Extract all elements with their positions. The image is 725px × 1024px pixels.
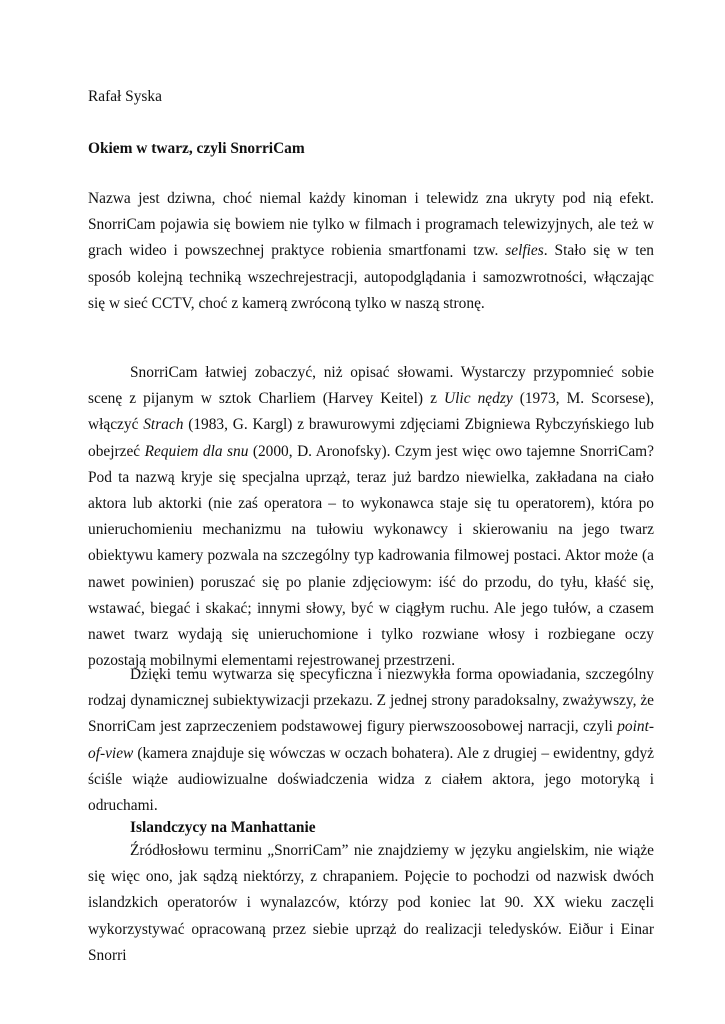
p3-text-1: Dzięki temu wytwarza się specyficzna i niezwykła forma opowiadania, szczególny rodzaj dynamicznej subiektywizacji przekazu. Z jednej strony paradoksalny, zważywszy, że SnorriCam jest zaprzeczeniem podstawowej figury pierwszoosobowej narracji, czyli — [88, 666, 654, 736]
p2-text-2: (1973, M. Scorsese), włączyć — [88, 390, 655, 434]
paragraph-4: Źródłosłowu terminu „SnorriCam” nie znajdziemy w języku angielskim, nie wiąże się więc ono, jak sądzą niektórzy, z chrapaniem. Pojęcie to pochodzi od nazwisk dwóch islandzkich operatorów i wynalazców, którzy pod koniec lat 90. XX wieku zaczęli wykorzystywać opracowaną przez siebie uprząż do realizacji teledysków. Eiður i Einar Snorri — [88, 842, 654, 964]
p2-italic-film-3: Requiem dla snu — [144, 442, 249, 460]
article-title: Okiem w twarz, czyli SnorriCam — [88, 140, 305, 157]
intro-text-1: Nazwa jest dziwna, choć niemal każdy kinoman i telewidz zna ukryty pod nią efekt. SnorriCam pojawia się bowiem nie tylko w filmach i programach telewizyjnych, ale też w grach wideo i powszechnej praktyce robienia smartfonami tzw. — [88, 190, 654, 260]
paragraph-2 — [88, 360, 654, 674]
p2-text-1: SnorriCam łatwiej zobaczyć, niż opisać słowami. Wystarczy przypomnieć sobie scenę z pijanym w sztok Charliem (Harvey Keitel) z — [88, 364, 654, 408]
intro-text-2: . Stało się w ten sposób kolejną techniką wszechrejestracji, autopodglądania i samozwrotności, włączając się w sieć CCTV, choć z kamerą zwróconą tylko w naszą stronę. — [88, 242, 654, 312]
p3-text-2: (kamera znajduje się wówczas w oczach bohatera). Ale z drugiej – ewidentny, gdyż ściśle wiąże audiowizualne doświadczenia widza z ciałem aktora, jego motoryką i odruchami. — [88, 744, 654, 815]
section-heading: Islandczycy na Manhattanie — [130, 819, 316, 836]
author-name: Rafał Syska — [88, 88, 162, 105]
intro-italic-selfies: selfies — [505, 242, 544, 260]
intro-paragraph — [88, 186, 654, 317]
paragraph-3 — [88, 662, 654, 819]
p2-italic-film-1: Ulic nędzy — [444, 390, 513, 408]
p2-text-3: (1983, G. Kargl) z brawurowymi zdjęciami Zbigniewa Rybczyńskiego lub obejrzeć — [88, 416, 654, 460]
p3-italic-term: point-of-view — [88, 718, 654, 762]
p2-text-4: (2000, D. Aronofsky). Czym jest więc owo tajemne SnorriCam? Pod ta nazwą kryje się specjalna uprząż, teraz już bardzo niewielka, zakładana na ciało aktora lub aktorki (nie zaś operatora – to wykonawca staje się tu operatorem), która po unieruchomieniu mechanizmu na tułowiu wykonawcy i skierowaniu na jego twarz obiektywu kamery pozwala na szczególny typ kadrowania filmowej postaci. Aktor może (a nawet powinien) poruszać się po planie zdjęciowym: iść do przodu, do tyłu, kłaść się, wstawać, biegać i skakać; innymi słowy, być w ciągłym ruchu. Ale jego tułów, a czasem nawet twarz wydają się unieruchomione i tylko rozwiane włosy i rozbiegane oczy pozostają mobilnymi elementami rejestrowanej przestrzeni. — [88, 442, 654, 670]
p2-italic-film-2: Strach — [143, 416, 184, 434]
